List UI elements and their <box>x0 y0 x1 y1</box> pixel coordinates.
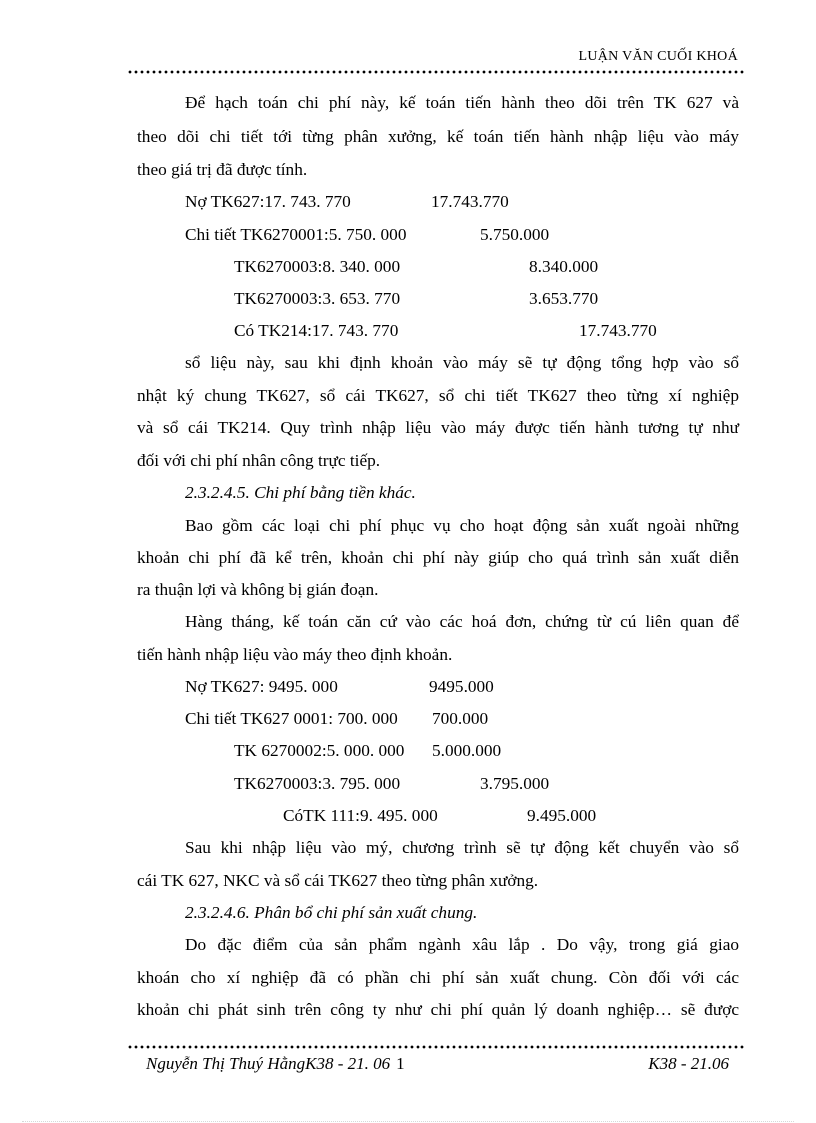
entry-value: 8.340.000 <box>529 257 599 276</box>
journal-entry <box>137 255 739 279</box>
entry-label: Chi tiết TK6270001:5. 750. 000 <box>185 225 407 244</box>
journal-entry <box>137 675 739 699</box>
journal-entry <box>137 287 739 311</box>
entry-value: 17.743.770 <box>579 321 657 340</box>
text-line: nhật ký chung TK627, sổ cái TK627, sổ chi tiết TK627 theo từng xí nghiệp <box>137 386 739 405</box>
journal-entry <box>137 319 739 343</box>
journal-entry <box>137 739 739 763</box>
page-edge-line <box>22 1121 794 1122</box>
entry-label: TK 6270002:5. 000. 000 <box>234 741 405 760</box>
entry-label: TK6270003:3. 795. 000 <box>234 774 401 793</box>
text-line: cái TK 627, NKC và sổ cái TK627 theo từng phân xưởng. <box>137 871 539 890</box>
entry-value: 17.743.770 <box>431 192 509 211</box>
author-name: Nguyễn Thị Thuý HằngK38 - 21. 06 <box>146 1054 391 1073</box>
text-line: ra thuận lợi và không bị gián đoạn. <box>137 580 379 599</box>
entry-value: 5.000.000 <box>432 741 502 760</box>
entry-value: 3.653.770 <box>529 289 599 308</box>
entry-label: Chi tiết TK627 0001: 700. 000 <box>185 709 398 728</box>
entry-value: 700.000 <box>432 709 489 728</box>
text-line: khoản chi phát sinh trên công ty như chi phí quản lý doanh nghiệp… sẽ được <box>137 1000 739 1019</box>
journal-entry <box>137 772 739 796</box>
text-line: và sổ cái TK214. Quy trình nhập liệu vào máy được tiến hành tương tự như <box>137 418 739 437</box>
footer-dotted-rule <box>127 1045 745 1049</box>
entry-label: TK6270003:3. 653. 770 <box>234 289 401 308</box>
footer-author <box>146 1054 405 1074</box>
text-line: tiến hành nhập liệu vào máy theo định khoản. <box>137 645 453 664</box>
header-dotted-rule <box>127 70 745 74</box>
entry-value: 9.495.000 <box>527 806 597 825</box>
journal-entry <box>137 707 739 731</box>
entry-label: TK6270003:8. 340. 000 <box>234 257 401 276</box>
text-line: theo dõi chi tiết tới từng phân xưởng, kế toán tiến hành nhập liệu vào máy <box>137 127 739 146</box>
text-line: sổ liệu này, sau khi định khoản vào máy sẽ tự động tổng hợp vào sổ <box>185 353 739 372</box>
text-line: Hàng tháng, kế toán căn cứ vào các hoá đơn, chứng từ cú liên quan để <box>185 612 739 631</box>
footer-class-code: K38 - 21.06 <box>648 1054 729 1073</box>
section-heading: 2.3.2.4.5. Chi phí bằng tiền khác. <box>185 483 416 502</box>
journal-entry <box>137 190 739 214</box>
text-line: khoán cho xí nghiệp đã có phần chi phí sản xuất chung. Còn đối với các <box>137 968 739 987</box>
section-heading: 2.3.2.4.6. Phân bổ chi phí sản xuất chung. <box>185 903 478 922</box>
journal-entry <box>137 804 739 828</box>
entry-value: 9495.000 <box>429 677 494 696</box>
entry-label: Nợ TK627: 9495. 000 <box>185 677 338 696</box>
entry-label: Nợ TK627:17. 743. 770 <box>185 192 351 211</box>
text-line: Để hạch toán chi phí này, kế toán tiến hành theo dõi trên TK 627 và <box>185 93 739 112</box>
text-line: Do đặc điểm của sản phẩm ngành xâu lắp . Do vậy, trong giá giao <box>185 935 739 954</box>
header-title: LUẬN VĂN CUỐI KHOÁ <box>578 49 738 64</box>
text-line: theo giá trị đã được tính. <box>137 160 308 179</box>
entry-label: CóTK 111:9. 495. 000 <box>283 806 438 825</box>
journal-entry <box>137 223 739 247</box>
page-number: 1 <box>396 1054 405 1073</box>
entry-label: Có TK214:17. 743. 770 <box>234 321 399 340</box>
text-line: Bao gồm các loại chi phí phục vụ cho hoạt động sản xuất ngoài những <box>185 516 739 535</box>
entry-value: 5.750.000 <box>480 225 550 244</box>
entry-value: 3.795.000 <box>480 774 550 793</box>
text-line: khoản chi phí đã kể trên, khoản chi phí này giúp cho quá trình sản xuất diễn <box>137 548 739 567</box>
text-line: Sau khi nhập liệu vào mý, chương trình sẽ tự động kết chuyển vào sổ <box>185 838 739 857</box>
text-line: đối với chi phí nhân công trực tiếp. <box>137 451 381 470</box>
